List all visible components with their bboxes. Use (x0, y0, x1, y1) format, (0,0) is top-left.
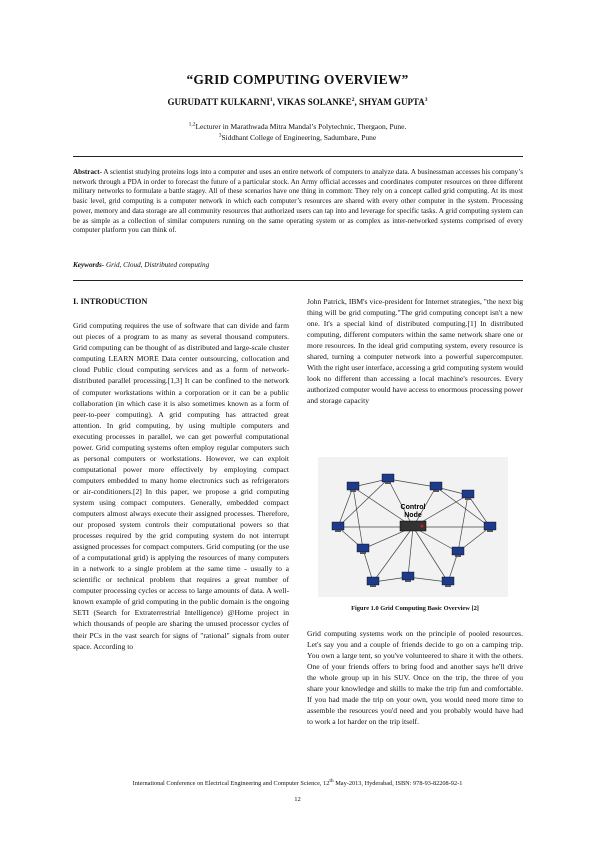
author-sep: , (354, 97, 360, 107)
page-number: 12 (294, 796, 301, 803)
affiliation-sup: 3 (218, 132, 222, 139)
header-rule (73, 156, 523, 157)
author-sup: 1 (269, 97, 273, 103)
author-sup: 2 (351, 97, 355, 103)
affiliation-text: Siddhant College of Engineering, Sadumbare, Pune (221, 133, 377, 142)
grid-network-figure (318, 457, 508, 597)
footer-sup: th (329, 777, 334, 784)
abstract-rule (73, 280, 523, 281)
footer-text: May-2013, Hyderabad, ISBN: 978-93-82208-92-1 (333, 780, 463, 787)
author-name: GURUDATT KULKARNI (167, 97, 270, 107)
right-column-bottom (307, 628, 523, 727)
author-line (0, 97, 595, 107)
affiliation-text: Lecturer in Marathwada Mitra Mandal’s Polytechnic, Thergaon, Pune. (195, 122, 407, 131)
left-column (73, 296, 289, 652)
control-node-label-2: Node (404, 512, 422, 519)
affiliation-sup: 1,2 (188, 121, 196, 128)
control-node-label-1: Control (400, 504, 426, 511)
author-sup: 3 (424, 97, 428, 103)
body-paragraph: John Patrick, IBM's vice-president for Internet strategies, "the next big thing will be grid computing."The grid computing concept isn't a new one. It's a special kind of distributed computing.[1] In distributed computing, different computers within the same network share one or more resources. In the ideal grid computing system, every resource is shared, turning a computer network into a powerful supercomputer. With the right user interface, accessing a grid computing system would look no different than accessing a local machine's resources. Every authorized computer would have access to enormous processing power and storage capacity (307, 297, 523, 406)
section-heading: I. INTRODUCTION (73, 297, 148, 306)
right-column-top (307, 296, 523, 406)
footer-text: International Conference on Electrical Engineering and Computer Science, 12 (132, 780, 330, 787)
abstract (73, 168, 523, 236)
author-name: SHYAM GUPTA (359, 97, 425, 107)
abstract-label: Abstract- (73, 168, 102, 176)
affiliation (0, 133, 595, 142)
author-name: VIKAS SOLANKE (276, 97, 352, 107)
keywords-text: Grid, Cloud, Distributed computing (104, 261, 210, 269)
abstract-text: A scientist studying proteins logs into a computer and uses an entire network of computers to analyze data. A businessman accesses his company’s network through a PDA in order to forecast the future of a particular stock. An Army official accesses and coordinates computer resources on three different military networks to formulate a battle stagey. All of these scenarios have one thing in common: They rely on a concept called grid computing. At its most basic level, grid computing is a computer network in which each computer’s resources are shared with every other computer in the system. Processing power, memory and data storage are all community resources that authorized users can tap into and leverage for specific tasks. A grid computing system can be as simple as a collection of similar computers running on the same operating system or as complex as inter-networked systems comprised of every computer platform you can think of. (73, 168, 523, 235)
body-paragraph: Grid computing systems work on the principle of pooled resources. Let's say you and a couple of friends decide to go on a camping trip. You own a large tent, so you've volunteered to share it with the others. One of your friends offers to bring food and another says he'll drive the whole group up in his SUV. Once on the trip, the three of you share your knowledge and skills to make the trip fun and comfortable. If you had made the trip on your own, you would need more time to assemble the resources you'd need and you probably would have had to work a lot harder on the trip itself. (307, 629, 523, 727)
network-diagram (318, 457, 508, 597)
author-sep: , (272, 97, 277, 107)
paper-title: “GRID COMPUTING OVERVIEW” (186, 72, 409, 87)
figure-caption: Figure 1.0 Grid Computing Basic Overview [2] (351, 605, 479, 612)
body-paragraph: Grid computing requires the use of software that can divide and farm out pieces of a program to as many as several thousand computers. Grid computing can be thought of as distributed and large-scale cluster computing LEARN MORE Data center outsourcing, collocation and cloud Public cloud computing services and as a form of network-distributed parallel processing.[1,3] It can be confined to the network of computer workstations within a corporation or it can be a public collaboration (in which case it is also sometimes known as a form of peer-to-peer computing). A grid computing has attracted great attention. In grid computing, by using multiple computers and executing processes in parallel, we can get powerful computational power. Grid computing systems often employ regular computers such as personal computers or workstations. However, we can exploit computational power more effectively by employing compact computers embedded to many home electronics such as refrigerators or air-conditioners.[2] In this paper, we propose a grid computing system using compact computers. Generally, embedded compact computers almost always execute their assigned processes. Therefore, our proposed system controls their computational powers so that processes required by the grid computing system do not interrupt assigned processes for compact computers. Grid computing (or the use of a computational grid) is applying the resources of many computers in a network to a single problem at the same time - usually to a scientific or technical problem that requires a great number of computer processing cycles or access to large amounts of data. A well-known example of grid computing in the public domain is the ongoing SETI (Search for Extraterrestrial Intelligence) @Home project in which thousands of people are sharing the unused processor cycles of their PCs in the vast search for signs of "rational" signals from outer space. According to (73, 321, 289, 651)
keywords-label: Keywords- (73, 261, 105, 269)
page-footer (0, 777, 595, 787)
keywords (73, 261, 523, 269)
affiliation (0, 122, 595, 131)
